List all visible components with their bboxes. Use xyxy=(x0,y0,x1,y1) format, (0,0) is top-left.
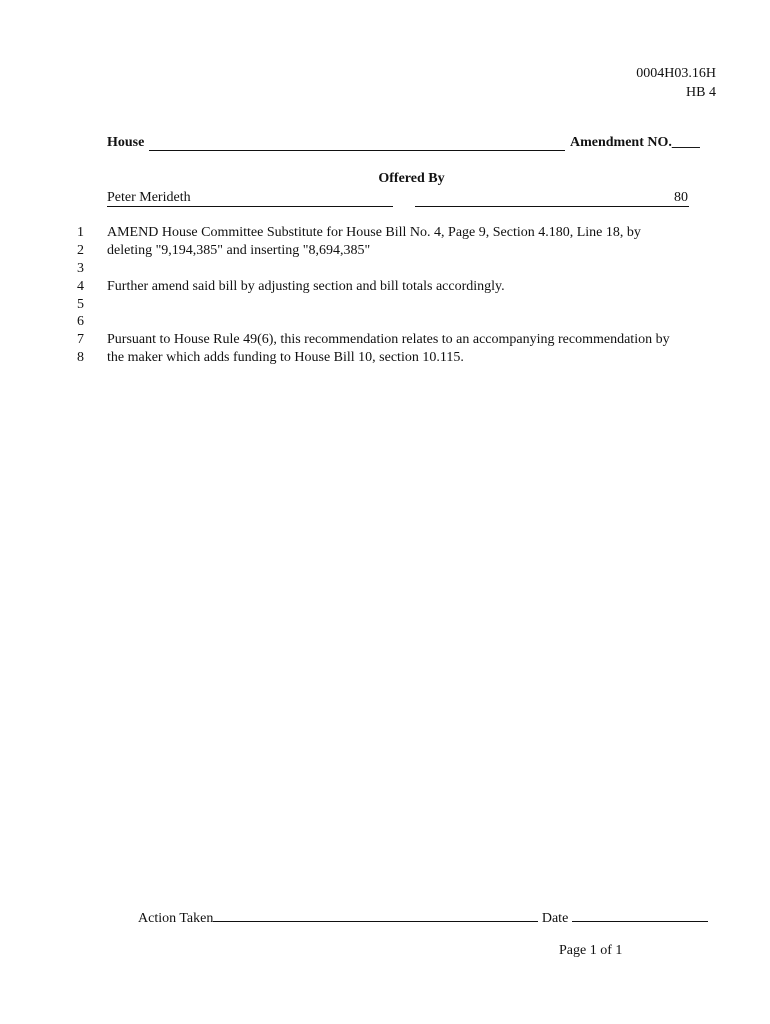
body-line: the maker which adds funding to House Bill 10, section 10.115. xyxy=(107,350,464,365)
district-underline xyxy=(415,206,689,207)
amendment-number-label: Amendment NO.____ xyxy=(570,135,700,150)
action-taken-blank xyxy=(213,907,538,922)
chamber-blank-line xyxy=(149,150,565,151)
body-line: Pursuant to House Rule 49(6), this recommendation relates to an accompanying recommendation by xyxy=(107,332,670,347)
line-number: 6 xyxy=(77,314,84,329)
offered-by-label: Offered By xyxy=(378,171,445,186)
line-number: 8 xyxy=(77,350,84,365)
sponsor-name: Peter Merideth xyxy=(107,190,191,205)
action-taken-label: Action Taken xyxy=(138,911,214,926)
action-taken-line xyxy=(138,907,708,927)
sponsor-district: 80 xyxy=(674,190,688,205)
line-number: 5 xyxy=(77,297,84,312)
date-blank xyxy=(572,907,708,922)
chamber-label: House xyxy=(107,135,145,150)
date-label: Date xyxy=(541,911,569,926)
line-number: 7 xyxy=(77,332,84,347)
body-line: Further amend said bill by adjusting section and bill totals accordingly. xyxy=(107,279,505,294)
line-number: 4 xyxy=(77,279,84,294)
line-number: 1 xyxy=(77,225,84,240)
bill-number: HB 4 xyxy=(686,85,716,100)
sponsor-name-underline xyxy=(107,206,393,207)
body-line: deleting "9,194,385" and inserting "8,694,385" xyxy=(107,243,371,258)
page-number: Page 1 of 1 xyxy=(559,943,623,958)
line-number: 3 xyxy=(77,261,84,276)
document-code: 0004H03.16H xyxy=(636,66,716,81)
document-header-code xyxy=(636,64,716,102)
body-line: AMEND House Committee Substitute for House Bill No. 4, Page 9, Section 4.180, Line 18, by xyxy=(107,225,641,240)
line-number: 2 xyxy=(77,243,84,258)
amendment-header-line xyxy=(107,135,715,153)
